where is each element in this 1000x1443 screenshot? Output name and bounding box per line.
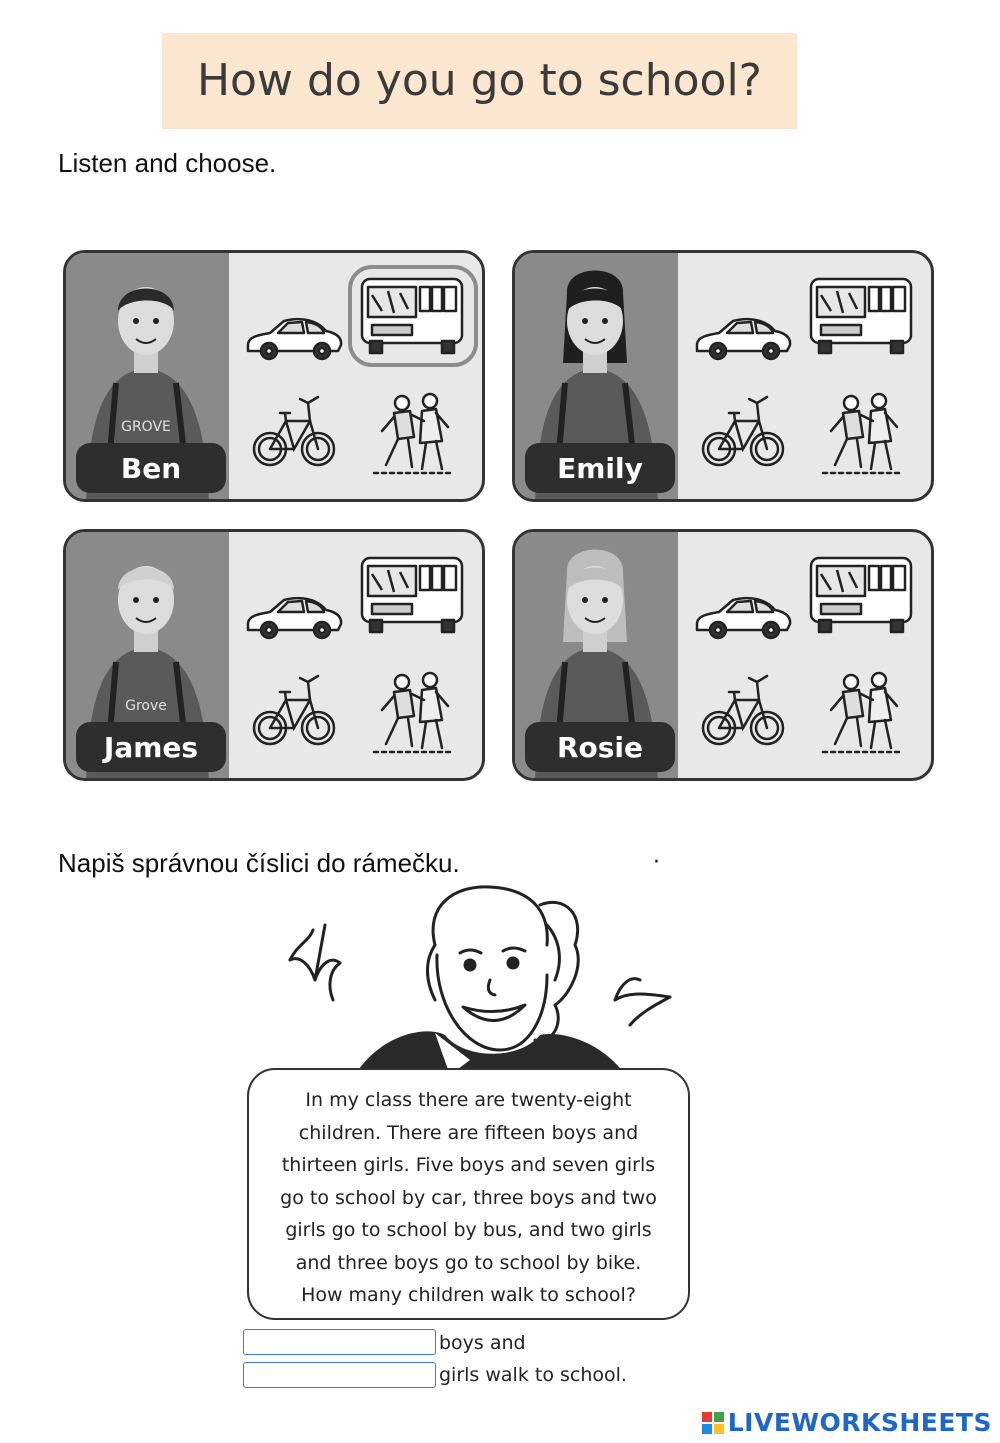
- child-name-label: Rosie: [525, 722, 675, 772]
- card-james: [63, 529, 485, 781]
- bus-icon: [807, 554, 917, 636]
- option-bus[interactable]: [358, 554, 468, 636]
- option-bus[interactable]: [807, 275, 917, 357]
- option-bike[interactable]: [252, 672, 336, 754]
- instruction-write: Napiš správnou číslici do rámečku.: [58, 848, 460, 878]
- logo-text: LIVEWORKSHEETS: [727, 1408, 992, 1437]
- walking-children-icon: [372, 670, 456, 754]
- stray-dot: ·: [653, 850, 660, 875]
- option-bike[interactable]: [252, 393, 336, 475]
- option-walk[interactable]: [821, 670, 905, 754]
- card-rosie: [512, 529, 934, 781]
- walking-children-icon: [821, 391, 905, 475]
- bubble-line: and three boys go to school by bike.: [295, 1251, 642, 1274]
- option-walk[interactable]: [821, 391, 905, 475]
- boys-answer-input[interactable]: [243, 1329, 436, 1355]
- bubble-line: How many children walk to school?: [301, 1284, 636, 1306]
- car-icon: [244, 592, 344, 642]
- svg-text:GROVE: GROVE: [121, 419, 171, 435]
- bus-icon: [358, 554, 468, 636]
- title-banner: [162, 33, 797, 129]
- girl-illustration: [285, 885, 675, 1075]
- option-bus[interactable]: [807, 554, 917, 636]
- option-car[interactable]: [244, 313, 344, 363]
- bus-icon: [358, 275, 468, 357]
- bike-icon: [701, 672, 785, 754]
- option-walk[interactable]: [372, 670, 456, 754]
- boys-answer-label: boys and: [439, 1332, 526, 1354]
- bike-icon: [701, 393, 785, 475]
- speech-bubble: [247, 1068, 690, 1320]
- bubble-line: children. There are fifteen boys and: [298, 1121, 639, 1144]
- girls-answer-label: girls walk to school.: [439, 1364, 627, 1386]
- bus-icon: [807, 275, 917, 357]
- bubble-line: In my class there are twenty-eight: [305, 1089, 632, 1111]
- option-bus[interactable]: [358, 275, 468, 357]
- bubble-line: girls go to school by bus, and two girls: [285, 1219, 652, 1241]
- instruction-listen: Listen and choose.: [58, 148, 277, 178]
- car-icon: [693, 313, 793, 363]
- bike-icon: [252, 393, 336, 475]
- card-emily: [512, 250, 934, 502]
- option-bike[interactable]: [701, 672, 785, 754]
- child-name-label: Emily: [525, 443, 675, 493]
- walking-children-icon: [372, 391, 456, 475]
- card-ben: [63, 250, 485, 502]
- option-walk[interactable]: [372, 391, 456, 475]
- child-name-label: James: [76, 722, 226, 772]
- car-icon: [693, 592, 793, 642]
- option-car[interactable]: [244, 592, 344, 642]
- bubble-line: go to school by car, three boys and two: [280, 1186, 657, 1209]
- liveworksheets-logo: [702, 1408, 992, 1437]
- walking-children-icon: [821, 670, 905, 754]
- girls-answer-input[interactable]: [243, 1362, 436, 1388]
- option-bike[interactable]: [701, 393, 785, 475]
- bike-icon: [252, 672, 336, 754]
- page-title: How do you go to school?: [196, 55, 763, 106]
- option-car[interactable]: [693, 592, 793, 642]
- child-name-label: Ben: [76, 443, 226, 493]
- car-icon: [244, 313, 344, 363]
- svg-text:Grove: Grove: [125, 698, 167, 714]
- logo-blocks-icon: [702, 1412, 724, 1434]
- option-car[interactable]: [693, 313, 793, 363]
- bubble-line: thirteen girls. Five boys and seven girls: [281, 1154, 656, 1176]
